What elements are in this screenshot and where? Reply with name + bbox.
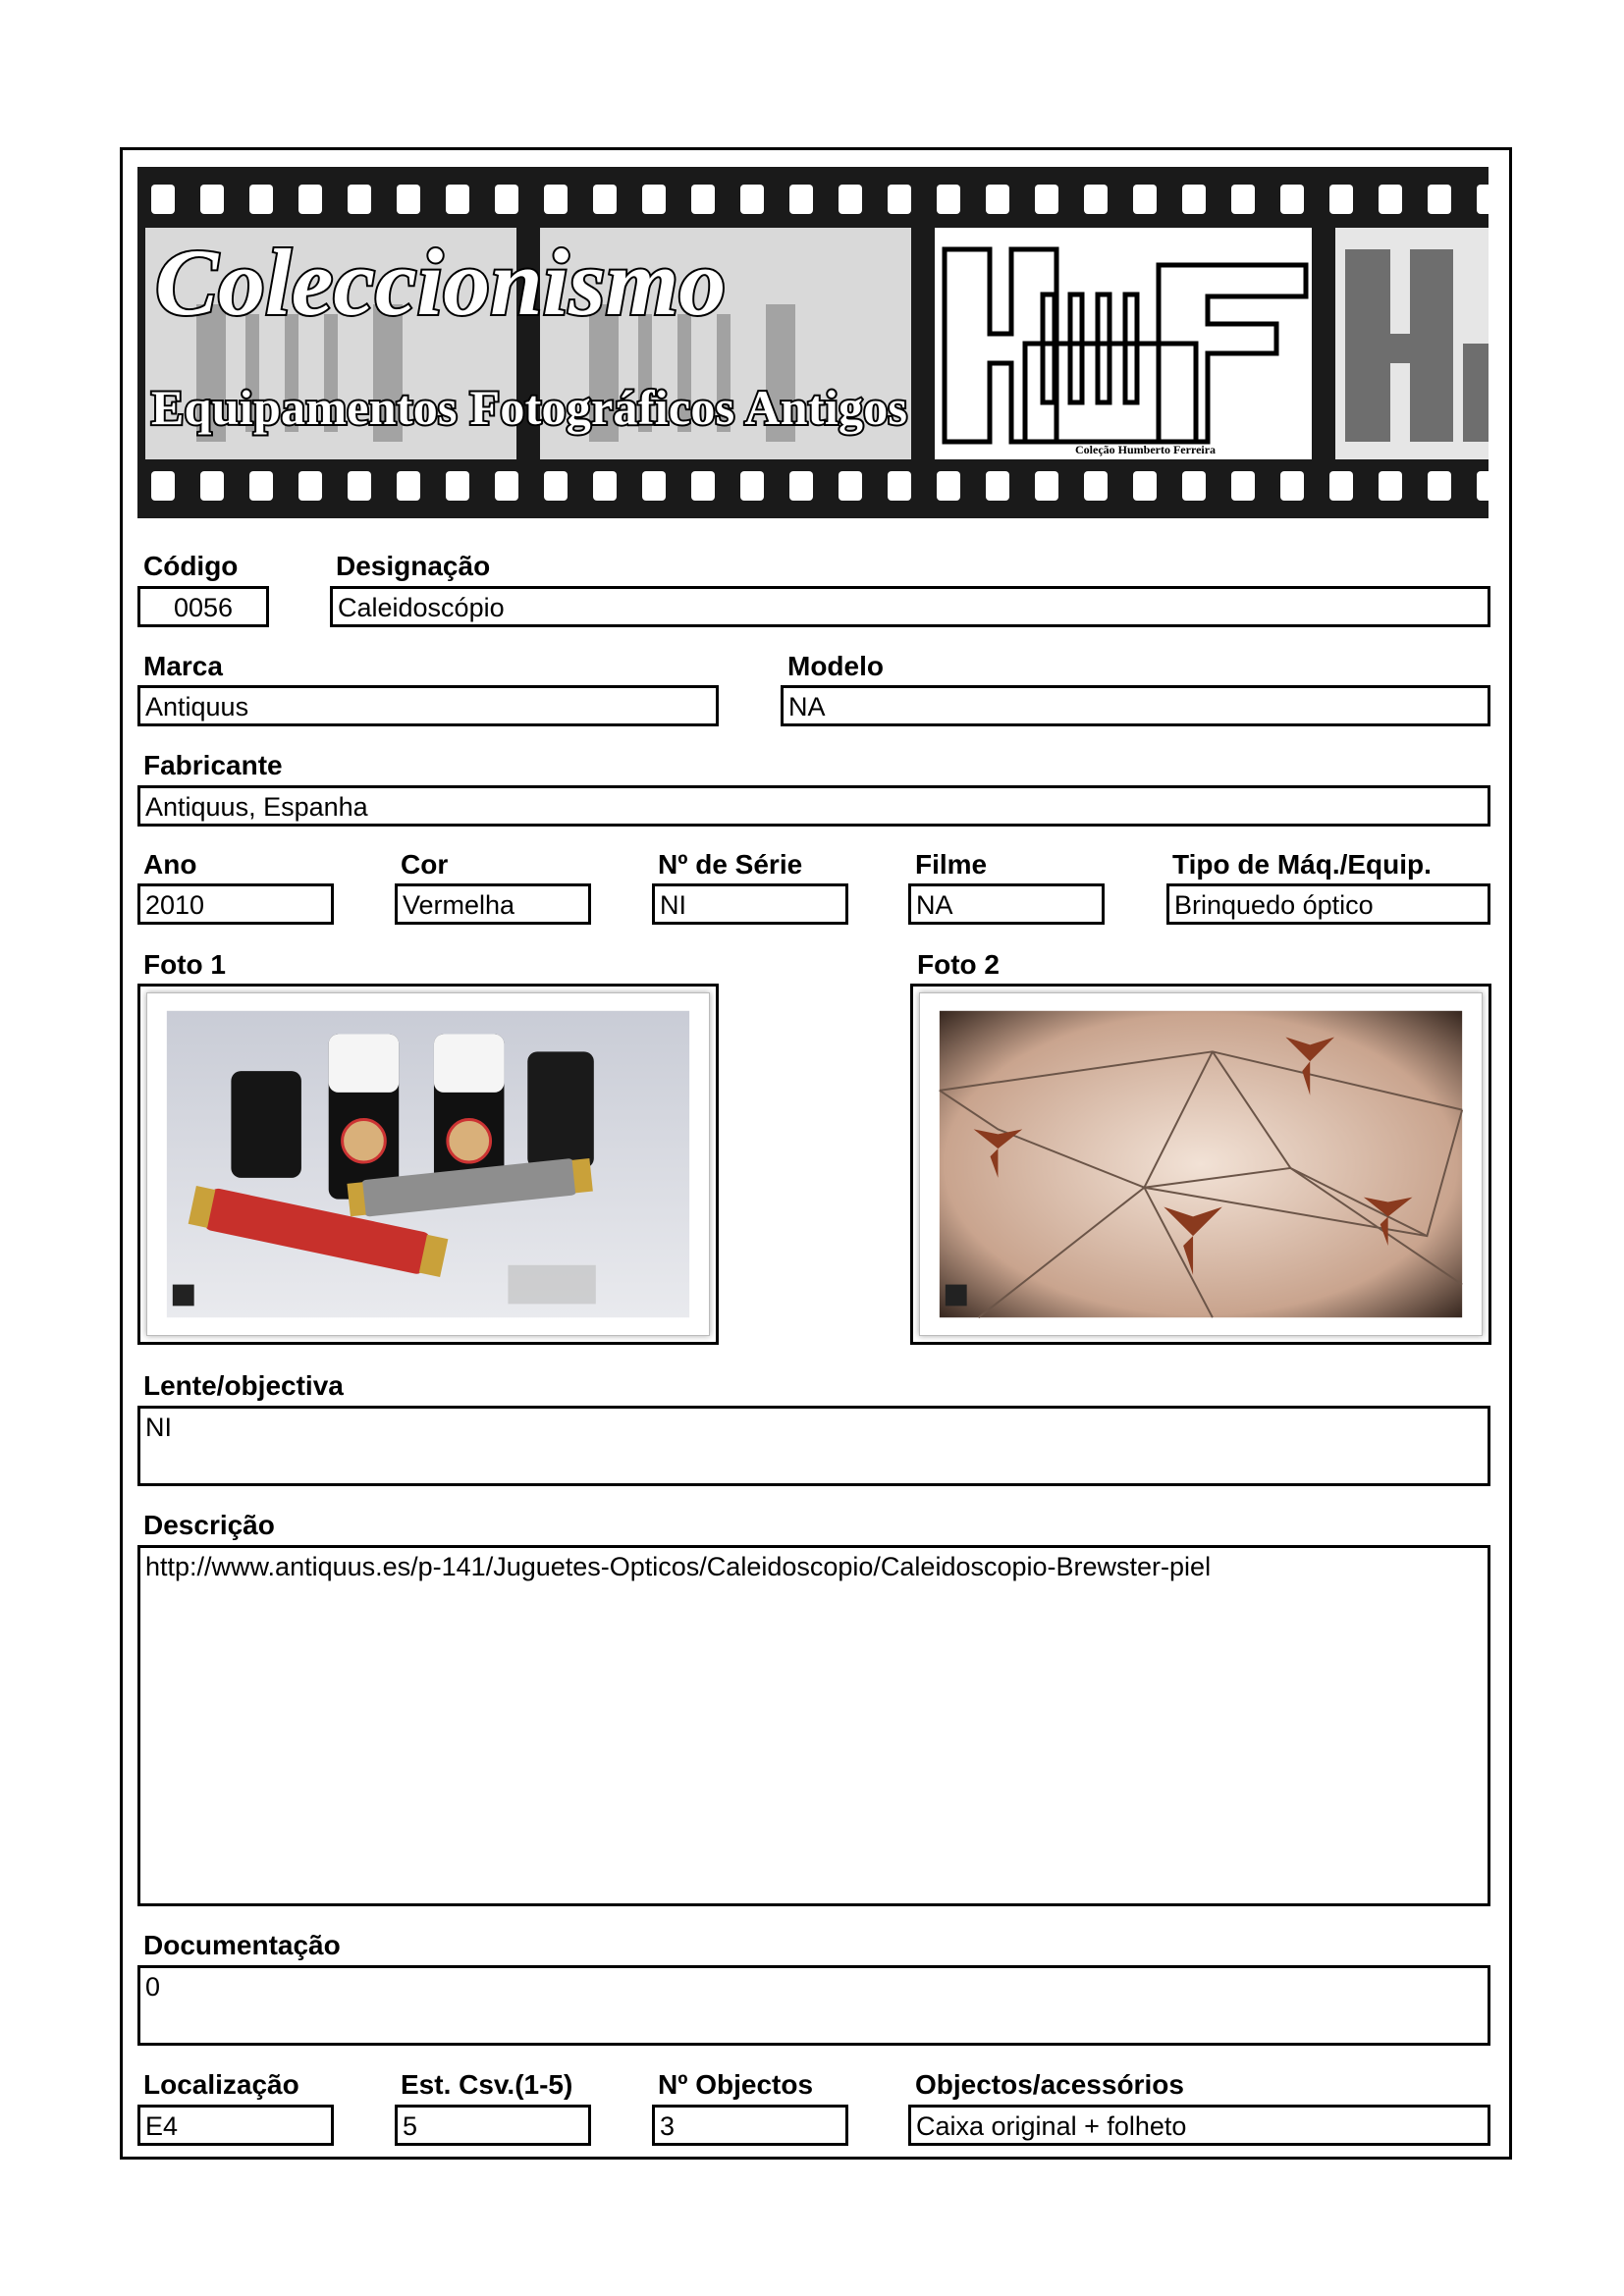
banner-subtitle: Equipamentos Fotográficos Antigos	[151, 380, 907, 435]
codigo-label: Código	[143, 551, 239, 581]
collection-banner	[137, 167, 1489, 518]
descricao-label: Descrição	[143, 1510, 275, 1540]
acessorios-label: Objectos/acessórios	[915, 2069, 1184, 2100]
serie-label: Nº de Série	[658, 849, 803, 880]
descricao-field[interactable]: http://www.antiquus.es/p-141/Juguetes-Opticos/Caleidoscopio/Caleidoscopio-Brewster-piel	[137, 1545, 1490, 1906]
localizacao-field[interactable]: E4	[137, 2105, 334, 2146]
marca-field[interactable]: Antiquus	[137, 685, 719, 726]
kaleidoscope-pattern-photo	[920, 993, 1482, 1335]
filme-field[interactable]: NA	[908, 883, 1105, 925]
banner-title: Coleccionismo	[155, 230, 727, 335]
fabricante-field[interactable]: Antiquus, Espanha	[137, 785, 1490, 827]
logo-caption: Coleção Humberto Ferreira	[1075, 443, 1217, 456]
film-strip-graphic	[137, 167, 1489, 518]
lente-label: Lente/objectiva	[143, 1370, 344, 1401]
documentacao-label: Documentação	[143, 1930, 341, 1960]
designacao-field[interactable]: Caleidoscópio	[330, 586, 1490, 627]
foto2-label: Foto 2	[917, 949, 1000, 980]
documentacao-field[interactable]: 0	[137, 1965, 1490, 2046]
serie-field[interactable]: NI	[652, 883, 848, 925]
kaleidoscope-product-photo	[147, 993, 709, 1335]
modelo-field[interactable]: NA	[781, 685, 1490, 726]
estado-field[interactable]: 5	[395, 2105, 591, 2146]
tipo-label: Tipo de Máq./Equip.	[1172, 849, 1432, 880]
foto1-frame[interactable]	[137, 984, 719, 1345]
cor-label: Cor	[401, 849, 449, 880]
filme-label: Filme	[915, 849, 988, 880]
fabricante-label: Fabricante	[143, 750, 283, 780]
foto1-label: Foto 1	[143, 949, 226, 980]
estado-label: Est. Csv.(1-5)	[401, 2069, 573, 2100]
codigo-field[interactable]: 0056	[137, 586, 269, 627]
designacao-label: Designação	[336, 551, 491, 581]
marca-label: Marca	[143, 651, 223, 681]
cor-field[interactable]: Vermelha	[395, 883, 591, 925]
modelo-label: Modelo	[787, 651, 884, 681]
acessorios-field[interactable]: Caixa original + folheto	[908, 2105, 1490, 2146]
ano-field[interactable]: 2010	[137, 883, 334, 925]
localizacao-label: Localização	[143, 2069, 299, 2100]
objectos-label: Nº Objectos	[658, 2069, 814, 2100]
ano-label: Ano	[143, 849, 197, 880]
tipo-field[interactable]: Brinquedo óptico	[1166, 883, 1490, 925]
foto2-frame[interactable]	[910, 984, 1491, 1345]
lente-field[interactable]: NI	[137, 1406, 1490, 1486]
objectos-field[interactable]: 3	[652, 2105, 848, 2146]
